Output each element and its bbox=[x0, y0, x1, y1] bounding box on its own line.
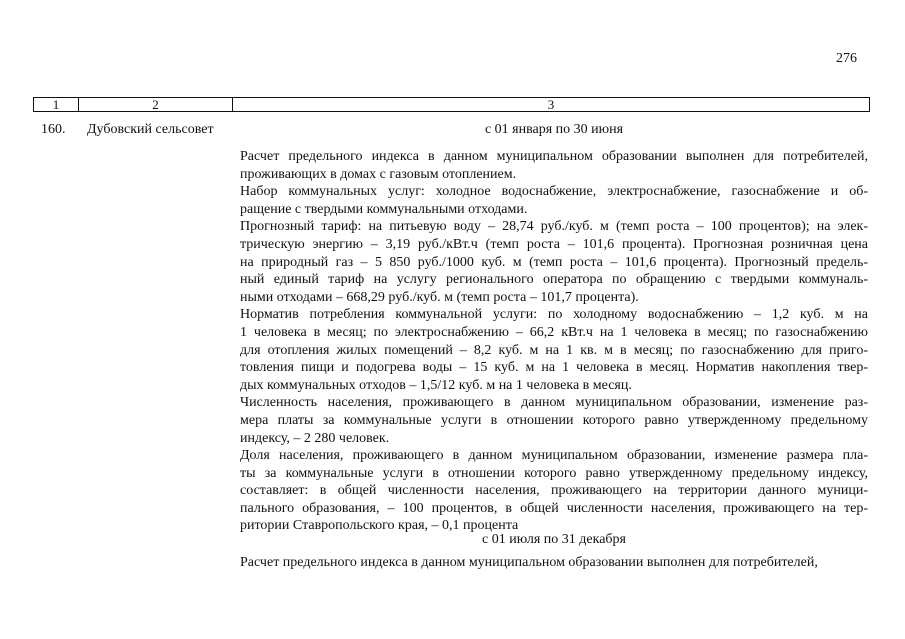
text-line: Доля населения, проживающего в данном муниципальном образовании, изменение размера пла- bbox=[240, 448, 868, 464]
text-line: товления пищи и подогрева воды – 15 куб. м на 1 человека в месяц. Норматив накопления твер- bbox=[240, 360, 868, 376]
paragraph bbox=[240, 447, 868, 535]
text-line: пального образования, – 100 процентов, в общей численности населения, проживающего на тер- bbox=[240, 500, 868, 516]
paragraph bbox=[240, 394, 868, 447]
text-line: Прогнозный тариф: на питьевую воду – 28,74 руб./куб. м (темп роста – 100 процентов); на элек- bbox=[240, 219, 868, 235]
page-number: 276 bbox=[836, 51, 857, 66]
text-line: мера платы за коммунальные услуги в отношении которого равно утвержденному предельному bbox=[240, 412, 868, 428]
period-heading-first-half: с 01 января по 30 июня bbox=[484, 122, 624, 137]
description-text bbox=[240, 148, 868, 535]
table-header bbox=[33, 97, 870, 112]
text-line: дых коммунальных отходов – 1,5/12 куб. м на 1 человека в месяц. bbox=[240, 377, 632, 393]
text-line: для отопления жилых помещений – 8,2 куб. м на 1 кв. м в месяц; по газоснабжению для приго- bbox=[240, 342, 868, 358]
column-header-3: 3 bbox=[547, 97, 555, 112]
text-line: Набор коммунальных услуг: холодное водоснабжение, электроснабжение, газоснабжение и об- bbox=[240, 184, 868, 200]
text-line: составляет: в общей численности населения, проживающего на территории данного муници- bbox=[240, 483, 868, 499]
municipality-name: Дубовский сельсовет bbox=[87, 122, 214, 137]
paragraph bbox=[240, 306, 868, 394]
text-line: индексу, – 2 280 человек. bbox=[240, 430, 390, 446]
column-header-1: 1 bbox=[34, 98, 79, 111]
paragraph bbox=[240, 183, 868, 218]
row-number: 160. bbox=[41, 122, 66, 137]
text-line: ными отходами – 668,29 руб./куб. м (темп роста – 101,7 процента). bbox=[240, 289, 639, 305]
text-line: Норматив потребления коммунальной услуги: по холодному водоснабжению – 1,2 куб. м на bbox=[240, 307, 868, 323]
text-line: ритории Ставропольского края, – 0,1 процента bbox=[240, 518, 519, 534]
paragraph bbox=[240, 148, 868, 183]
paragraph bbox=[240, 218, 868, 306]
text-line: проживающих в домах с газовым отоплением. bbox=[240, 166, 517, 182]
text-line: ращение с твердыми коммунальными отходами. bbox=[240, 201, 528, 217]
text-line: 1 человека в месяц; по электроснабжению – 66,2 кВт.ч на 1 человека в месяц; по газоснабжению bbox=[240, 324, 868, 340]
period-heading-second-half: с 01 июля по 31 декабря bbox=[482, 532, 626, 547]
text-line: ты за коммунальные услуги в отношении которого равно утвержденному предельному индексу, bbox=[240, 465, 868, 481]
text-line: на природный газ – 5 850 руб./1000 куб. м (темп роста – 101,6 процента). Прогнозный предель- bbox=[240, 254, 868, 270]
column-header-2: 2 bbox=[79, 98, 233, 111]
text-line: ный единый тариф на услугу регионального оператора по обращению с твердыми коммуналь- bbox=[240, 272, 868, 288]
tail-paragraph-line: Расчет предельного индекса в данном муниципальном образовании выполнен для потребителей, bbox=[240, 555, 818, 570]
text-line: Расчет предельного индекса в данном муниципальном образовании выполнен для потребителей, bbox=[240, 149, 868, 164]
text-line: трическую энергию – 3,19 руб./кВт.ч (темп роста – 101,6 процента). Прогнозная розничная цена bbox=[240, 236, 868, 252]
text-line: Численность населения, проживающего в данном муниципальном образовании, изменение раз- bbox=[240, 395, 868, 411]
